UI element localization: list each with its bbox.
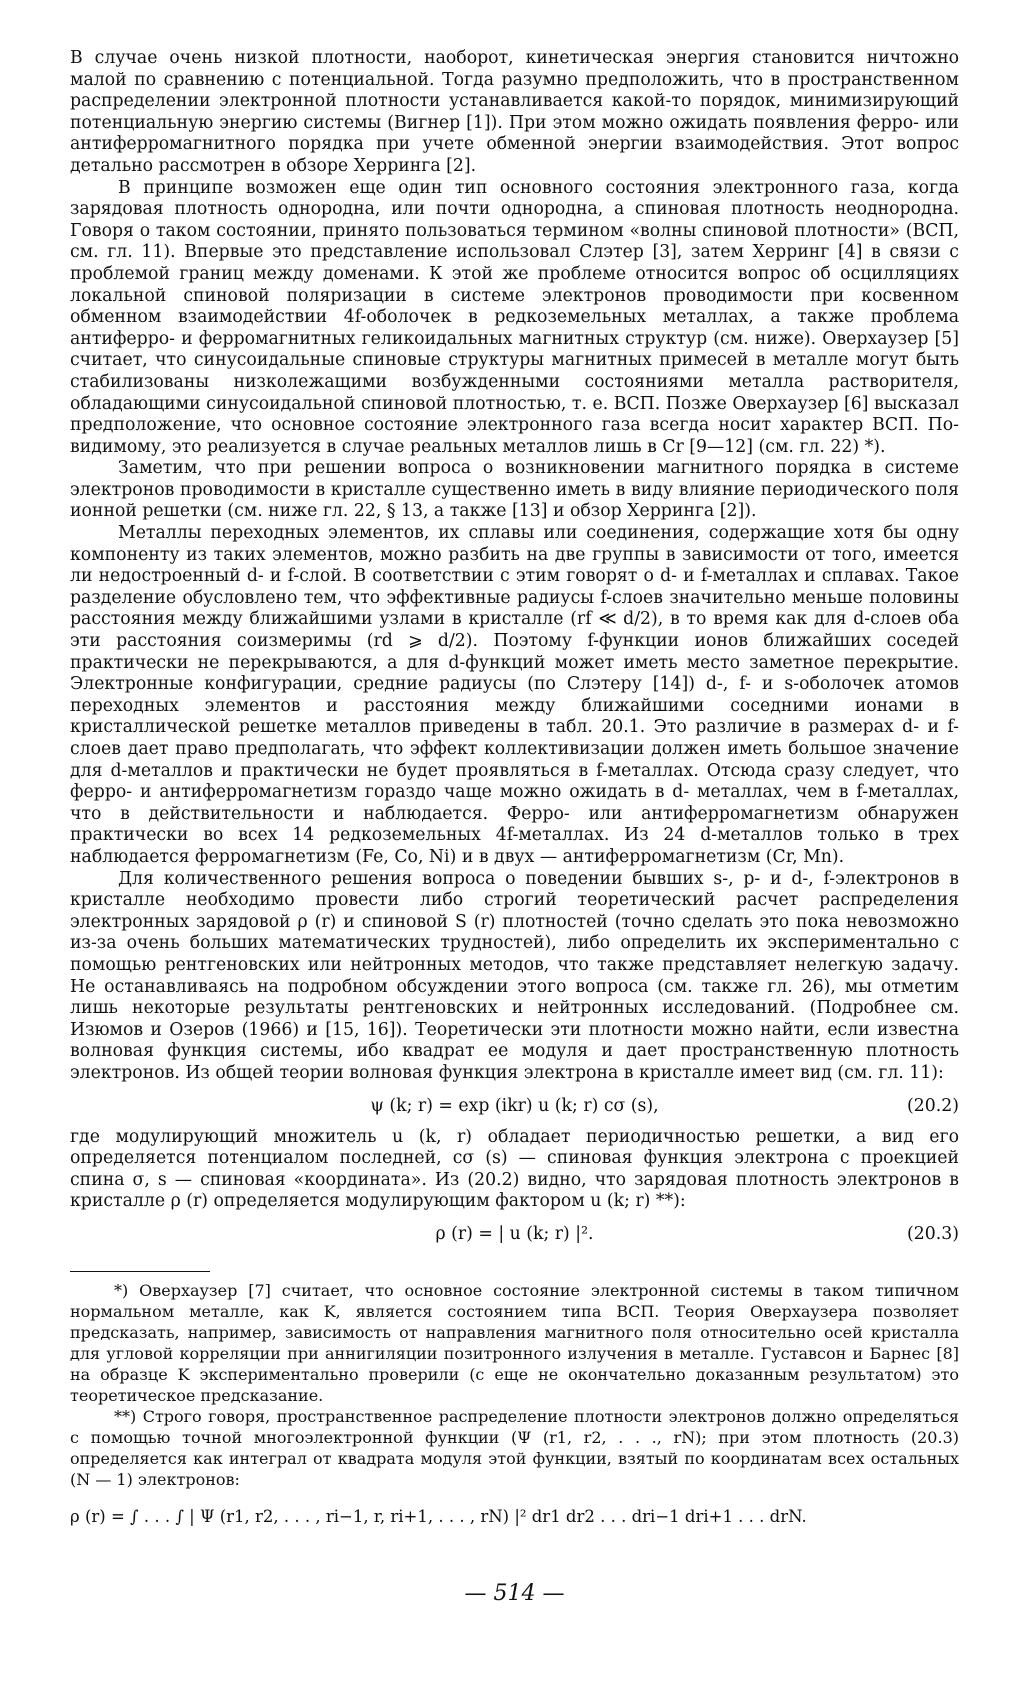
equation-number: (20.2) <box>907 1095 959 1116</box>
paragraph-5: Для количественного решения вопроса о поведении бывших s-, p- и d-, f-электронов в кристалле необходимо провести либо строгий теоретический расчет распределения электронных зарядовой ρ (r) и спиновой S (r) плотностей (точно сделать это пока невозможно из-за очень больших математических трудностей), либо определить их экспериментально с помощью рентгеновских или нейтронных методов, что также представляет нелегкую задачу. Не останавливаясь на подробном обсуждении этого вопроса (см. также гл. 26), мы отметим лишь некоторые результаты рентгеновских и нейтронных исследований. (Подробнее см. Изюмов и Озеров (1966) и [15, 16]). Теоретически эти плотности можно найти, если известна волновая функция системы, ибо квадрат ее модуля и дает пространственную плотность электронов. Из общей теории волновая функция электрона в кристалле имеет вид (см. гл. 11): <box>70 868 959 1083</box>
footnote-1: *) Оверхаузер [7] считает, что основное состояние электронной системы в таком типичном нормальном металле, как K, является состоянием типа ВСП. Теория Оверхаузера позволяет предсказать, например, зависимость от направления магнитного поля относительно осей кристалла для угловой корреляции при аннигиляции позитронного излучения в металле. Густавсон и Барнес [8] на образце K экспериментально проверили (с еще не окончательно доказанным результатом) это теоретическое предсказание. <box>70 1280 959 1405</box>
page-body <box>70 48 959 1534</box>
paragraph-2: В принципе возможен еще один тип основного состояния электронного газа, когда зарядовая плотность однородна, или почти однородна, а спиновая плотность неоднородна. Говоря о таком состоянии, принято пользоваться термином «волны спиновой плотности» (ВСП, см. гл. 11). Впервые это представление использовал Слэтер [3], затем Херринг [4] в связи с проблемой границ между доменами. К этой же проблеме относится вопрос об осцилляциях локальной спиновой поляризации в системе электронов проводимости при косвенном обменном взаимодействии 4f-оболочек в редкоземельных металлах, а также проблема антиферро- и ферромагнитных геликоидальных магнитных структур (см. ниже). Оверхаузер [5] считает, что синусоидальные спиновые структуры магнитных примесей в металле могут быть стабилизованы низколежащими возбужденными состояниями металла растворителя, обладающими синусоидальной спиновой плотностью, т. е. ВСП. Позже Оверхаузер [6] высказал предположение, что основное состояние электронного газа всегда носит характер ВСП. По-видимому, это реализуется в случае реальных металлов лишь в Cr [9—12] (см. гл. 22) *). <box>70 177 959 457</box>
equation-formula: ρ (r) = | u (k; r) |². <box>435 1223 594 1244</box>
footnote-equation: ρ (r) = ∫ . . . ∫ | Ψ (r1, r2, . . . , ri−1, r, ri+1, . . . , rN) |² dr1 dr2 . . . dri−1 dri+1 . . . drN. <box>70 1506 807 1526</box>
paragraph-6: где модулирующий множитель u (k, r) обладает периодичностью решетки, а вид его определяется потенциалом последней, cσ (s) — спиновая функция электрона с проекцией спина σ, s — спиновая «координата». Из (20.2) видно, что зарядовая плотность электронов в кристалле ρ (r) определяется модулирующим фактором u (k; r) **): <box>70 1126 959 1212</box>
paragraph-1: В случае очень низкой плотности, наоборот, кинетическая энергия становится ничтожно малой по сравнению с потенциальной. Тогда разумно предположить, что в пространственном распределении электронной плотности устанавливается какой-то порядок, минимизирующий потенциальную энергию системы (Вигнер [1]). При этом можно ожидать появления ферро- или антиферромагнитного порядка при учете обменной энергии взаимодействия. Этот вопрос детально рассмотрен в обзоре Херринга [2]. <box>70 48 959 176</box>
footnote-2: **) Строго говоря, пространственное распределение плотности электронов должно определяться с помощью точной многоэлектронной функции (Ψ (r1, r2, . . ., rN); при этом плотность (20.3) определяется как интеграл от квадрата модуля этой функции, взятый по координатам всех остальных (N — 1) электронов: <box>70 1406 959 1489</box>
equation-formula: ψ (k; r) = exp (ikr) u (k; r) cσ (s), <box>370 1095 659 1116</box>
paragraph-3: Заметим, что при решении вопроса о возникновении магнитного порядка в системе электронов проводимости в кристалле существенно иметь в виду влияние периодического поля ионной решетки (см. ниже гл. 22, § 13, а также [13] и обзор Херринга [2]). <box>70 458 959 522</box>
paragraph-4: Металлы переходных элементов, их сплавы или соединения, содержащие хотя бы одну компоненту из таких элементов, можно разбить на две группы в зависимости от того, имеется ли недостроенный d- и f-слой. В соответствии с этим говорят о d- и f-металлах и сплавах. Такое разделение обусловлено тем, что эффективные радиусы f-слоев значительно меньше половины расстояния между ближайшими узлами в кристалле (rf ≪ d/2), в то время как для d-слоев оба эти расстояния соизмеримы (rd ⩾ d/2). Поэтому f-функции ионов ближайших соседей практически не перекрываются, а для d-функций может иметь место заметное перекрытие. Электронные конфигурации, средние радиусы (по Слэтеру [14]) d-, f- и s-оболочек атомов переходных элементов и расстояния между ближайшими соседними ионами в кристаллической решетке металлов приведены в табл. 20.1. Это различие в размерах d- и f-слоев дает право предполагать, что эффект коллективизации должен иметь большое значение для d-металлов и практически не будет проявляться в f-металлах. Отсюда сразу следует, что ферро- и антиферромагнетизм гораздо чаще можно ожидать в d- металлах, чем в f-металлах, что в действительности и наблюдается. Ферро- или антиферромагнетизм обнаружен практически во всех 14 редкоземельных 4f-металлах. Из 24 d-металлов только в трех наблюдается ферромагнетизм (Fe, Co, Ni) и в двух — антиферромагнетизм (Cr, Mn). <box>70 523 959 867</box>
equation-number: (20.3) <box>907 1223 959 1244</box>
equation-20-3 <box>70 1219 959 1249</box>
footnote-separator <box>70 1271 210 1272</box>
page-number: — 514 — <box>464 1581 565 1606</box>
equation-20-2 <box>70 1091 959 1121</box>
